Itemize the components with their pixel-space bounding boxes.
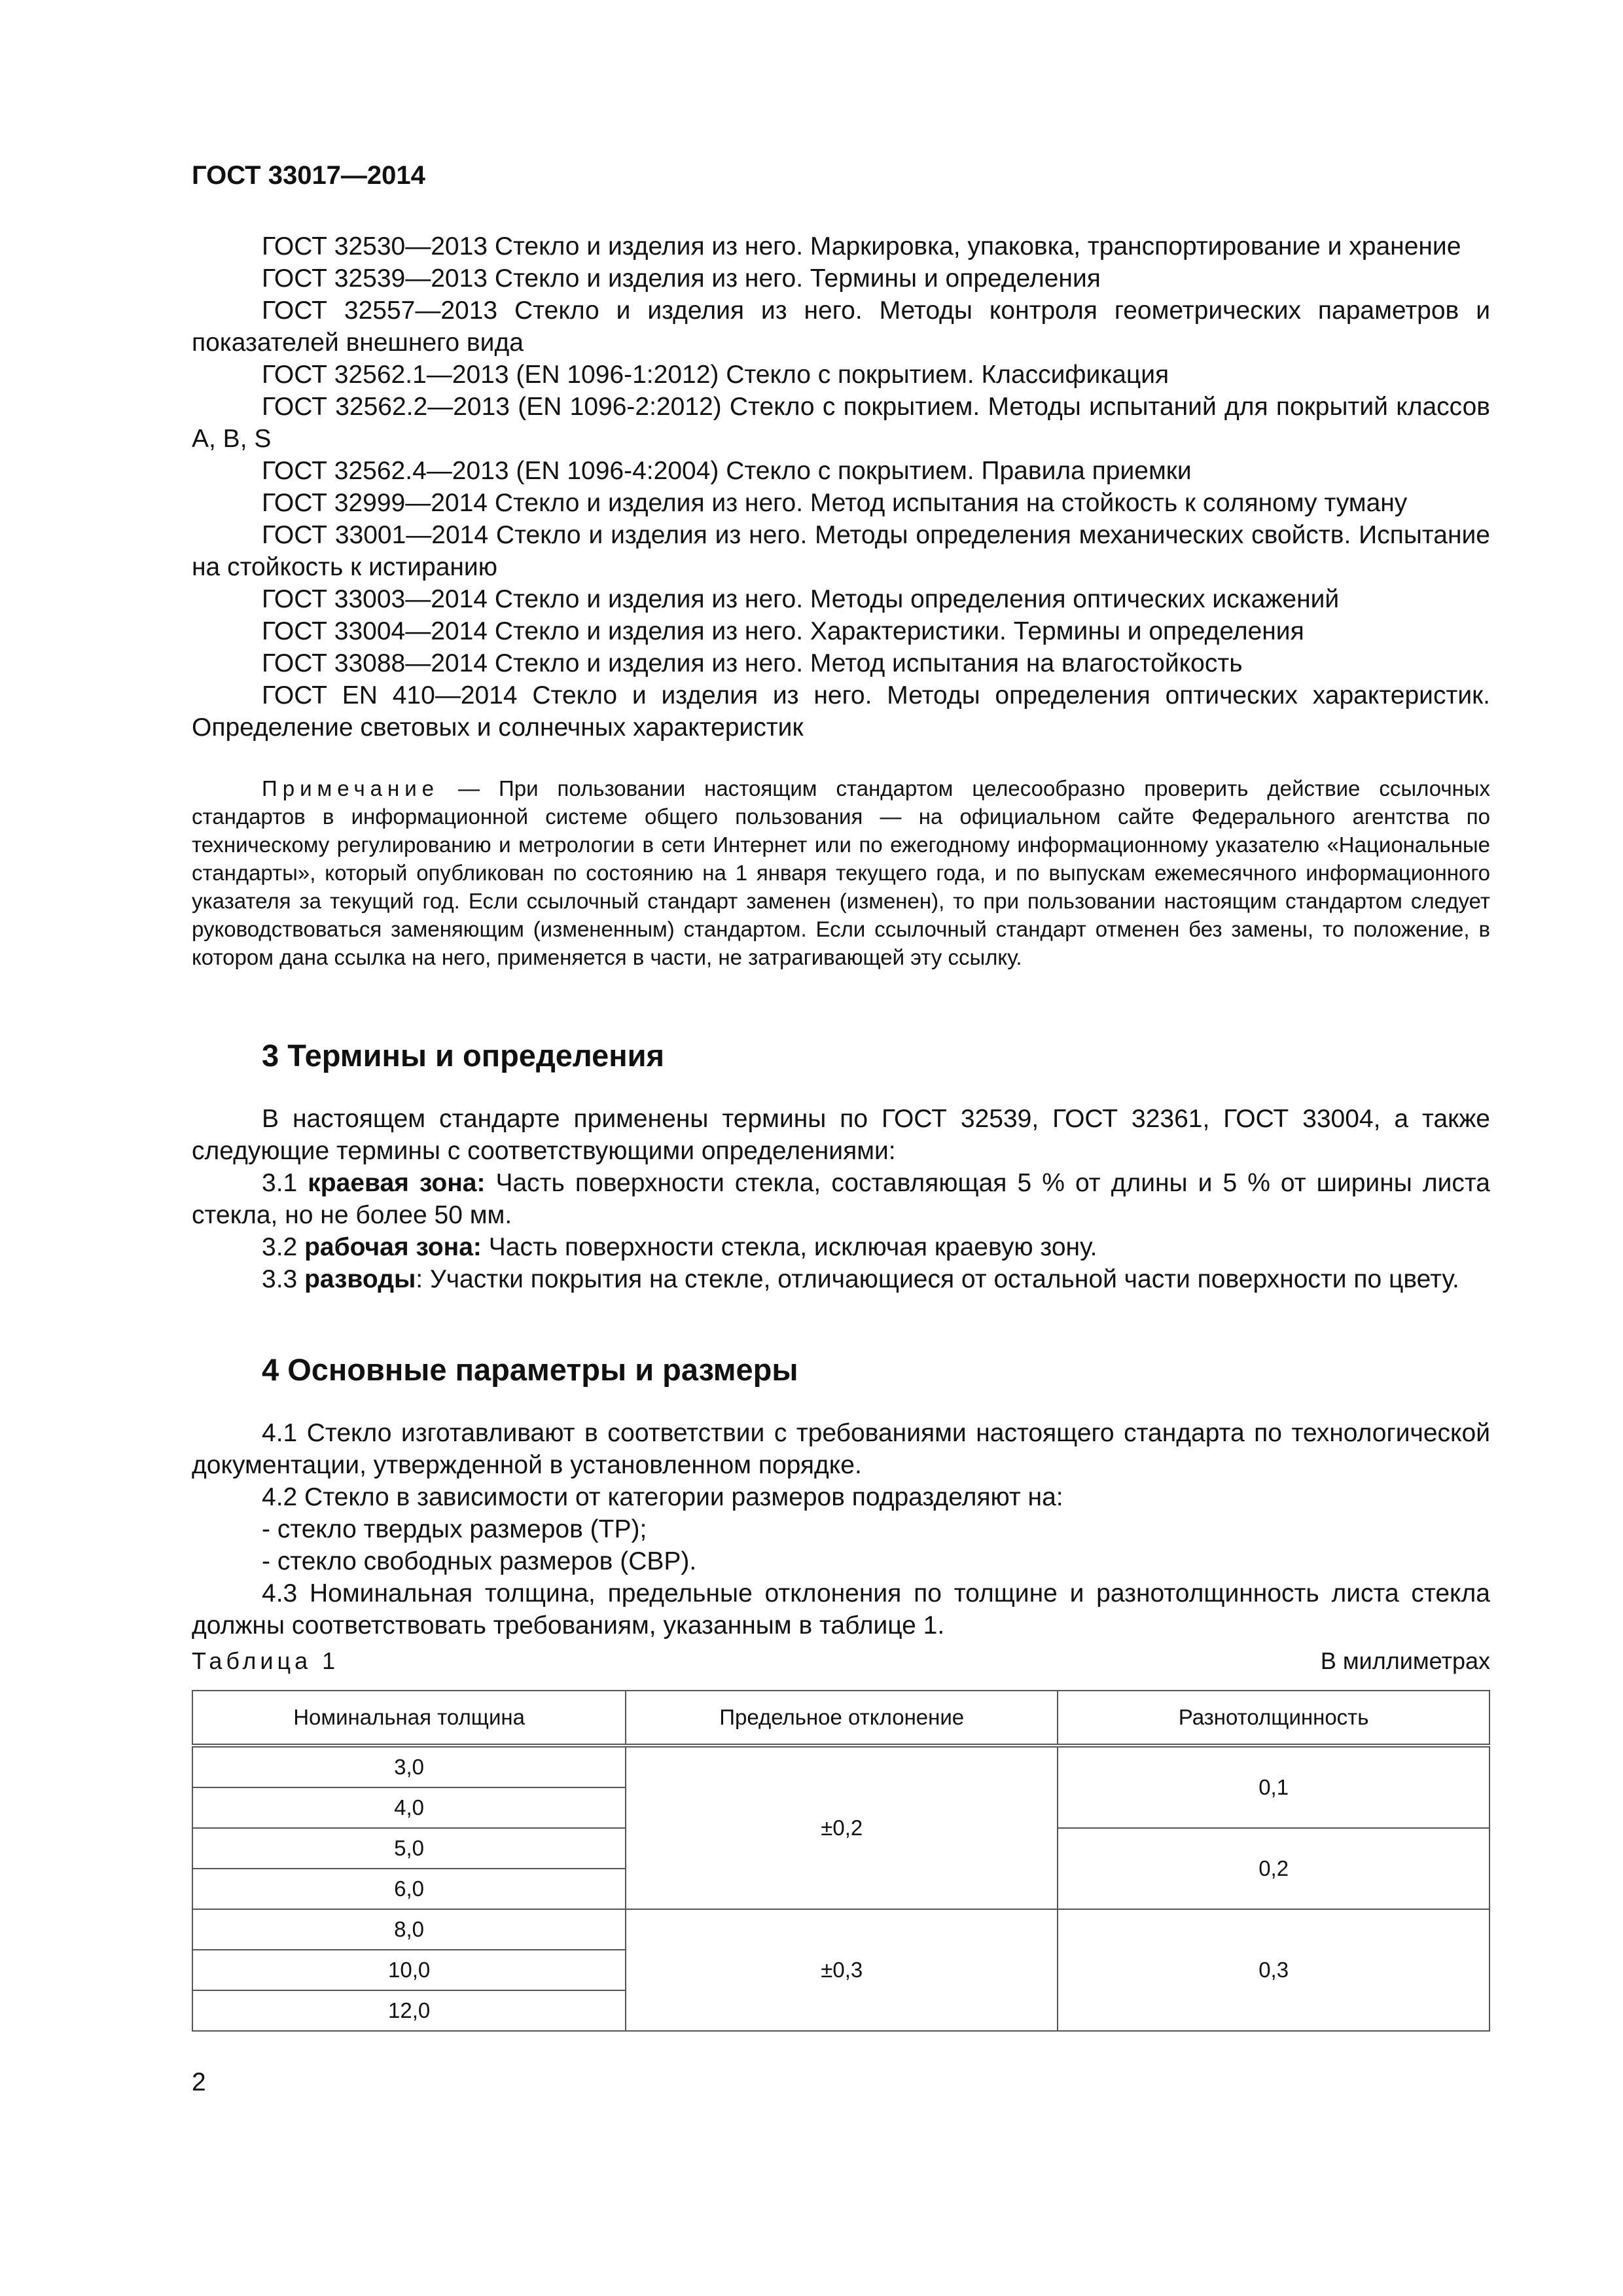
column-header-thickness: Номинальная толщина [192,1691,626,1746]
column-header-variation: Разнотолщинность [1058,1691,1489,1746]
reference-item: ГОСТ 33001—2014 Стекло и изделия из него. Методы определения механических свойств. Испытание на стойкость к истиранию [192,521,1490,581]
term-definition [192,1263,1490,1295]
column-header-deviation: Предельное отклонение [626,1691,1058,1746]
section-3-heading: 3 Термины и определения [262,1038,664,1073]
reference-item: ГОСТ 32530—2013 Стекло и изделия из него. Маркировка, упаковка, транспортирование и хранение [262,232,1461,260]
normative-references [192,230,1490,744]
section-4-paragraph: 4.2 Стекло в зависимости от категории размеров подразделяют на: [262,1483,1063,1511]
document-code: ГОСТ 33017—2014 [192,161,425,190]
deviation-cell: ±0,3 [626,1909,1058,2031]
variation-cell: 0,1 [1058,1746,1489,1828]
thickness-cell: 10,0 [192,1950,626,1990]
term-number: 3.2 [262,1233,305,1261]
term-name: разводы [304,1265,416,1293]
thickness-cell: 3,0 [192,1746,626,1787]
reference-item: ГОСТ 32562.1—2013 (EN 1096-1:2012) Стекло с покрытием. Классификация [262,361,1169,389]
reference-item: ГОСТ 32557—2013 Стекло и изделия из него. Методы контроля геометрических параметров и показателей внешнего вида [192,296,1490,357]
section-4-paragraph: - стекло твердых размеров (ТР); [262,1515,647,1543]
reference-item: ГОСТ EN 410—2014 Стекло и изделия из него. Методы определения оптических характеристик. Определение световых и солнечных характеристик [192,681,1490,742]
reference-item: ГОСТ 33003—2014 Стекло и изделия из него. Методы определения оптических искажений [262,585,1340,613]
section-4-paragraph: 4.1 Стекло изготавливают в соответствии с требованиями настоящего стандарта по технологической документации, утвержденной в установленном порядке. [192,1419,1490,1479]
table-row [192,1909,1489,1950]
section-3-body [192,1103,1490,1295]
section-4-paragraph: 4.3 Номинальная толщина, предельные отклонения по толщине и разнотолщинность листа стекла должны соответствовать требованиям, указанным в таблице 1. [192,1579,1490,1640]
reference-item: ГОСТ 32999—2014 Стекло и изделия из него. Метод испытания на стойкость к соляному туману [262,489,1408,517]
term-definition [192,1231,1490,1263]
reference-item: ГОСТ 32539—2013 Стекло и изделия из него. Термины и определения [262,264,1101,293]
term-number: 3.1 [262,1169,308,1197]
term-definition [192,1167,1490,1231]
note-paragraph [192,774,1490,971]
thickness-cell: 12,0 [192,1990,626,2031]
table-units: В миллиметрах [1320,1647,1490,1674]
thickness-table [192,1690,1490,2032]
note-label: Примечание [262,776,440,800]
thickness-cell: 4,0 [192,1787,626,1828]
thickness-cell: 5,0 [192,1828,626,1869]
table-caption: Таблица 1 [192,1647,340,1674]
reference-item: ГОСТ 33004—2014 Стекло и изделия из него. Характеристики. Термины и определения [262,617,1304,645]
page-number: 2 [192,2068,206,2096]
thickness-cell: 8,0 [192,1909,626,1950]
note-text: — При пользовании настоящим стандартом целесообразно проверить действие ссылочных стандартов в информационной системе общего пользования — на официальном сайте Федерального агентства по техническому регулированию и метрологии в сети Интернет или по ежегодному информационному указателю «Национальные стандарты», который опубликован по состоянию на 1 января текущего года, и по выпускам ежемесячного информационного указателя за текущий год. Если ссылочный стандарт заменен (изменен), то при пользовании настоящим стандартом следует руководствоваться заменяющим (измененным) стандартом. Если ссылочный стандарт отменен без замены, то положение, в котором дана ссылка на него, применяется в части, не затрагивающей эту ссылку. [192,776,1490,969]
term-text: Часть поверхности стекла, исключая краевую зону. [481,1233,1097,1261]
deviation-cell: ±0,2 [626,1746,1058,1909]
variation-cell: 0,3 [1058,1909,1489,2031]
section-4-body [192,1417,1490,1641]
term-name: рабочая зона: [304,1233,482,1261]
table-row [192,1746,1489,1787]
term-number: 3.3 [262,1265,305,1293]
term-text: : Участки покрытия на стекле, отличающиеся от остальной части поверхности по цвету. [416,1265,1459,1293]
table-header-row [192,1691,1489,1746]
references-note [192,774,1490,971]
section-4-heading: 4 Основные параметры и размеры [262,1352,798,1387]
thickness-cell: 6,0 [192,1869,626,1909]
variation-cell: 0,2 [1058,1828,1489,1909]
reference-item: ГОСТ 33088—2014 Стекло и изделия из него. Метод испытания на влагостойкость [262,649,1243,677]
term-name: краевая зона: [308,1169,486,1197]
reference-item: ГОСТ 32562.4—2013 (EN 1096-4:2004) Стекло с покрытием. Правила приемки [262,457,1192,485]
section-4-paragraph: - стекло свободных размеров (СВР). [262,1547,697,1575]
term-text: Часть поверхности стекла, составляющая 5 % от длины и 5 % от ширины листа стекла, но не более 50 мм. [192,1169,1490,1229]
section-3-intro: В настоящем стандарте применены термины по ГОСТ 32539, ГОСТ 32361, ГОСТ 33004, а также следующие термины с соответствующими определениями: [192,1105,1490,1165]
reference-item: ГОСТ 32562.2—2013 (EN 1096-2:2012) Стекло с покрытием. Методы испытаний для покрытий классов А, В, S [192,393,1490,453]
